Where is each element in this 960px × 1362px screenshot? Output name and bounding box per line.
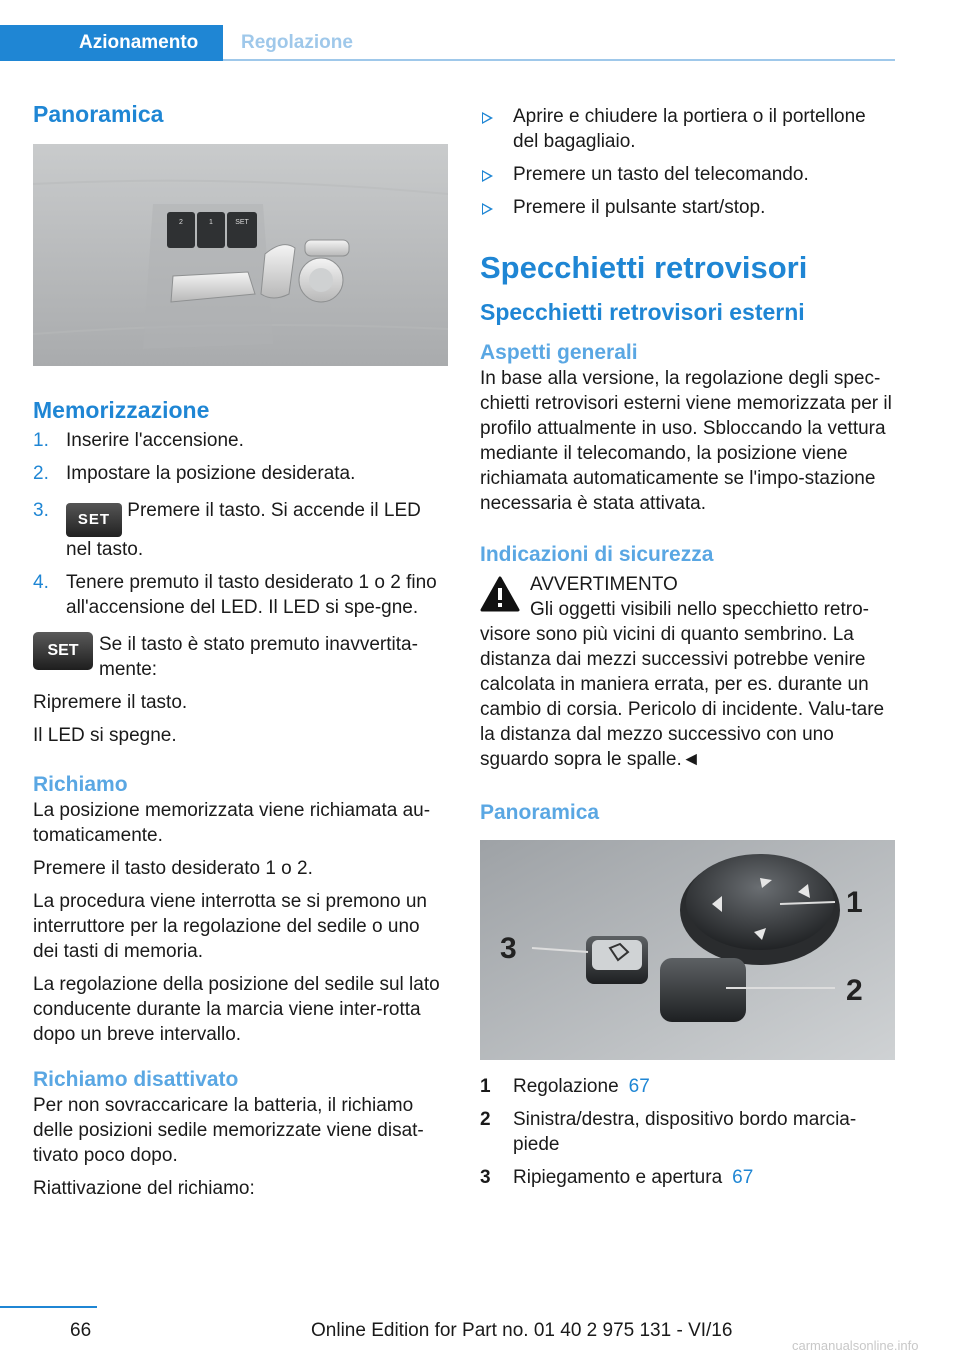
step-number: 4. bbox=[33, 572, 49, 593]
legend-item-1: 1 Regolazione 67 bbox=[480, 1076, 650, 1097]
legend-item-3: 3 Ripiegamento e apertura 67 bbox=[480, 1167, 754, 1188]
header-tabs bbox=[0, 25, 895, 61]
step-number: 2. bbox=[33, 463, 49, 484]
step-number: 1. bbox=[33, 430, 49, 451]
led-off-text: Il LED si spegne. bbox=[33, 725, 177, 746]
step-4 bbox=[33, 570, 448, 620]
richiamo-p1: La posizione memorizzata viene richiamata au-tomaticamente. bbox=[33, 800, 431, 846]
step-text: Inserire l'accensione. bbox=[66, 430, 244, 451]
warning-line1: Gli oggetti visibili nello specchietto retro- bbox=[530, 599, 869, 620]
step-text: Impostare la posizione desiderata. bbox=[66, 463, 356, 484]
warning-icon bbox=[480, 576, 520, 612]
step-1 bbox=[33, 428, 448, 453]
step-number: 3. bbox=[33, 500, 49, 521]
warning-title: AVVERTIMENTO bbox=[530, 574, 678, 595]
seat-button-set-label: SET bbox=[235, 219, 249, 226]
panoramica-heading: Panoramica bbox=[33, 101, 164, 127]
panoramica-heading-right: Panoramica bbox=[480, 801, 600, 824]
page-link[interactable]: 67 bbox=[732, 1167, 754, 1188]
callout-2: 2 bbox=[846, 974, 863, 1007]
seat-button-2-label: 2 bbox=[179, 219, 183, 226]
left-column bbox=[33, 100, 448, 1201]
page-link[interactable]: 67 bbox=[628, 1076, 650, 1097]
richiamo-p4: La regolazione della posizione del sedile sul lato conducente durante la marcia viene inter-rotta dopo un breve intervallo. bbox=[33, 974, 440, 1045]
bullet-item: Premere un tasto del telecomando. bbox=[480, 162, 895, 187]
bullet-item: Premere il pulsante start/stop. bbox=[480, 195, 895, 220]
bullet-item: Aprire e chiudere la portiera o il portellone del bagagliaio. bbox=[480, 104, 895, 154]
set-key-icon: SET bbox=[66, 503, 122, 537]
warning-block bbox=[480, 572, 895, 772]
seat-controls-image bbox=[33, 144, 448, 366]
triangle-bullet-icon bbox=[482, 112, 493, 124]
richiamo-heading: Richiamo bbox=[33, 773, 128, 796]
callout-3: 3 bbox=[500, 932, 517, 965]
set-key-icon: SET bbox=[33, 632, 93, 670]
aspetti-generali-heading: Aspetti generali bbox=[480, 341, 638, 364]
repress-text: Ripremere il tasto. bbox=[33, 692, 188, 713]
tab-azionamento[interactable]: Azionamento bbox=[0, 25, 223, 61]
legend-item-2: 2 Sinistra/destra, dispositivo bordo marcia-piede bbox=[480, 1109, 857, 1155]
richiamo-p2: Premere il tasto desiderato 1 o 2. bbox=[33, 858, 313, 879]
aspetti-text: In base alla versione, la regolazione degli spec-chietti retrovisori esterni viene memorizzata per il profilo attualmente in uso. Sbloccando la vettura mediante il telecomando, la posizione viene richiamata automaticamente se l'impo-stazione necessaria è stata attivata. bbox=[480, 368, 892, 514]
sicurezza-heading: Indicazioni di sicurezza bbox=[480, 543, 714, 566]
specchietti-esterni-heading: Specchietti retrovisori esterni bbox=[480, 299, 805, 325]
disattivato-p1: Per non sovraccaricare la batteria, il richiamo delle posizioni sedile memorizzate viene disat-tivato poco dopo. bbox=[33, 1095, 424, 1166]
triangle-bullet-icon bbox=[482, 203, 493, 215]
mirror-controls-image bbox=[480, 840, 895, 1060]
memorizzazione-heading: Memorizzazione bbox=[33, 397, 210, 423]
disattivato-p2: Riattivazione del richiamo: bbox=[33, 1178, 255, 1199]
step-2 bbox=[33, 461, 448, 486]
callout-1: 1 bbox=[846, 886, 863, 919]
warning-text: visore sono più vicini di quanto sembrino. La distanza dai mezzi successivi potrebbe venire calcolata in maniera errata, per es. durante un cambio di corsia. Pericolo di incidente. Valu-tare la distanza dal mezzo successivo con uno sguardo sopra le spalle.◄ bbox=[480, 624, 885, 770]
footer-line bbox=[0, 1306, 97, 1308]
seat-button-1-label: 1 bbox=[209, 219, 213, 226]
triangle-bullet-icon bbox=[482, 170, 493, 182]
page-number: 66 bbox=[70, 1320, 92, 1341]
richiamo-p3: La procedura viene interrotta se si premono un interruttore per la regolazione del sedile o uno dei tasti di memoria. bbox=[33, 891, 427, 962]
richiamo-disattivato-heading: Richiamo disattivato bbox=[33, 1068, 239, 1091]
right-column bbox=[480, 100, 895, 1190]
tab-regolazione[interactable]: Regolazione bbox=[241, 32, 353, 53]
specchietti-heading: Specchietti retrovisori bbox=[480, 250, 808, 285]
edition-text: Online Edition for Part no. 01 40 2 975 131 - VI/16 bbox=[311, 1320, 733, 1341]
step-text: Premere il tasto. Si accende il LED nel tasto. bbox=[66, 500, 421, 560]
tab-divider-line bbox=[223, 59, 895, 61]
step-3 bbox=[33, 498, 448, 562]
watermark: carmanualsonline.info bbox=[792, 1338, 919, 1353]
set-note bbox=[33, 632, 448, 682]
set-note-text: Se il tasto è stato premuto inavvertita-mente: bbox=[99, 634, 418, 680]
step-text: Tenere premuto il tasto desiderato 1 o 2 fino all'accensione del LED. Il LED si spe-gne. bbox=[66, 572, 437, 618]
